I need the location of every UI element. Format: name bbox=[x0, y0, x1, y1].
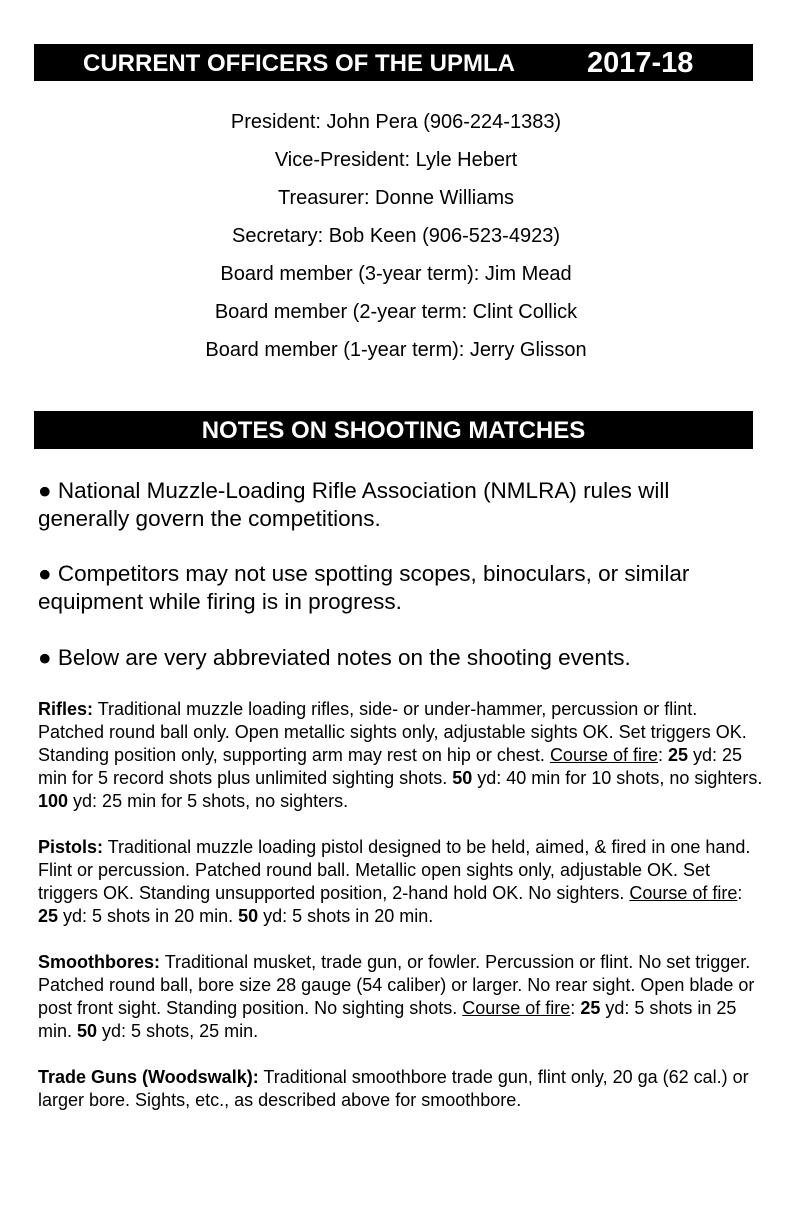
rifles-note bbox=[38, 698, 763, 813]
rifles-25-text: yd: 25 min for 5 record shots plus unlimited sighting shots. bbox=[38, 745, 743, 788]
officer-secretary: Secretary: Bob Keen (906-523-4923) bbox=[232, 225, 560, 247]
pistols-50-text: yd: 5 shots in 20 min. bbox=[258, 906, 434, 926]
rifles-100-text: yd: 25 min for 5 shots, no sighters. bbox=[68, 791, 349, 811]
officer-board-1yr: Board member (1-year term): Jerry Glisson bbox=[205, 339, 587, 361]
rifles-50-text: yd: 40 min for 10 shots, no sighters. bbox=[472, 768, 763, 788]
pistols-25-text: yd: 5 shots in 20 min. bbox=[58, 906, 239, 926]
officers-year: 2017-18 bbox=[587, 47, 694, 79]
officer-board-3yr: Board member (3-year term): Jim Mead bbox=[220, 263, 572, 285]
bullet-nmlra-rules: ● National Muzzle-Loading Rifle Association (NMLRA) rules will generally govern the competitions. bbox=[38, 478, 670, 531]
pistols-50: 50 bbox=[238, 906, 259, 926]
smoothbores-25: 25 bbox=[580, 998, 601, 1018]
rifles-label: Rifles: bbox=[38, 699, 94, 719]
rifles-50: 50 bbox=[452, 768, 473, 788]
rifles-colon: : bbox=[657, 745, 668, 765]
bullet-abbreviated-notes: ● Below are very abbreviated notes on the shooting events. bbox=[38, 645, 631, 670]
pistols-course-label: Course of fire bbox=[629, 883, 738, 903]
smoothbores-50: 50 bbox=[77, 1021, 98, 1041]
notes-header: NOTES ON SHOOTING MATCHES bbox=[34, 411, 753, 449]
trade-guns-text: Traditional smoothbore trade gun, flint only, 20 ga (62 cal.) or larger bore. Sights, etc., as described above for smoothbore. bbox=[38, 1067, 749, 1110]
trade-guns-label: Trade Guns (Woodswalk): bbox=[38, 1067, 259, 1087]
officer-president: President: John Pera (906-224-1383) bbox=[230, 111, 562, 133]
smoothbores-course-label: Course of fire bbox=[462, 998, 571, 1018]
officer-vice-president: Vice-President: Lyle Hebert bbox=[274, 149, 518, 171]
pistols-note bbox=[38, 836, 763, 928]
pistols-text: Traditional muzzle loading pistol designed to be held, aimed, & fired in one hand. Flint or percussion. Patched round ball. Metallic open sights only, adjustable OK. Set triggers OK. Standing unsupported position, 2-hand hold OK. No sighters. bbox=[38, 837, 751, 903]
bullet-spotting-scopes: ● Competitors may not use spotting scopes, binoculars, or similar equipment while firing is in progress. bbox=[38, 561, 690, 614]
smoothbores-50-text: yd: 5 shots, 25 min. bbox=[97, 1021, 259, 1041]
smoothbores-text: Traditional musket, trade gun, or fowler. Percussion or flint. No set trigger. Patched round ball, bore size 28 gauge (54 caliber) or larger. No rear sight. Open blade or post front sight. Standing position. No sighting shots. bbox=[38, 952, 755, 1018]
officers-header bbox=[34, 44, 753, 81]
trade-guns-note bbox=[38, 1066, 763, 1112]
smoothbores-25-text: yd: 5 shots in 25 min. bbox=[38, 998, 737, 1041]
officer-treasurer: Treasurer: Donne Williams bbox=[278, 187, 514, 209]
officers-title: CURRENT OFFICERS OF THE UPMLA bbox=[83, 50, 515, 77]
officer-board-2yr: Board member (2-year term: Clint Collick bbox=[214, 301, 578, 323]
pistols-25: 25 bbox=[38, 906, 59, 926]
officers-list bbox=[0, 107, 792, 373]
rifles-course-label: Course of fire bbox=[549, 745, 658, 765]
rifles-100: 100 bbox=[38, 791, 69, 811]
smoothbores-colon: : bbox=[570, 998, 581, 1018]
pistols-label: Pistols: bbox=[38, 837, 104, 857]
pistols-colon: : bbox=[737, 883, 743, 903]
rifles-25: 25 bbox=[668, 745, 689, 765]
rifles-text: Traditional muzzle loading rifles, side- or under-hammer, percussion or flint. Patched round ball only. Open metallic sights only, adjustable sights OK. Set triggers OK. Standing position only, supporting arm may rest on hip or chest. bbox=[38, 699, 747, 765]
smoothbores-label: Smoothbores: bbox=[38, 952, 161, 972]
smoothbores-note bbox=[38, 951, 763, 1043]
